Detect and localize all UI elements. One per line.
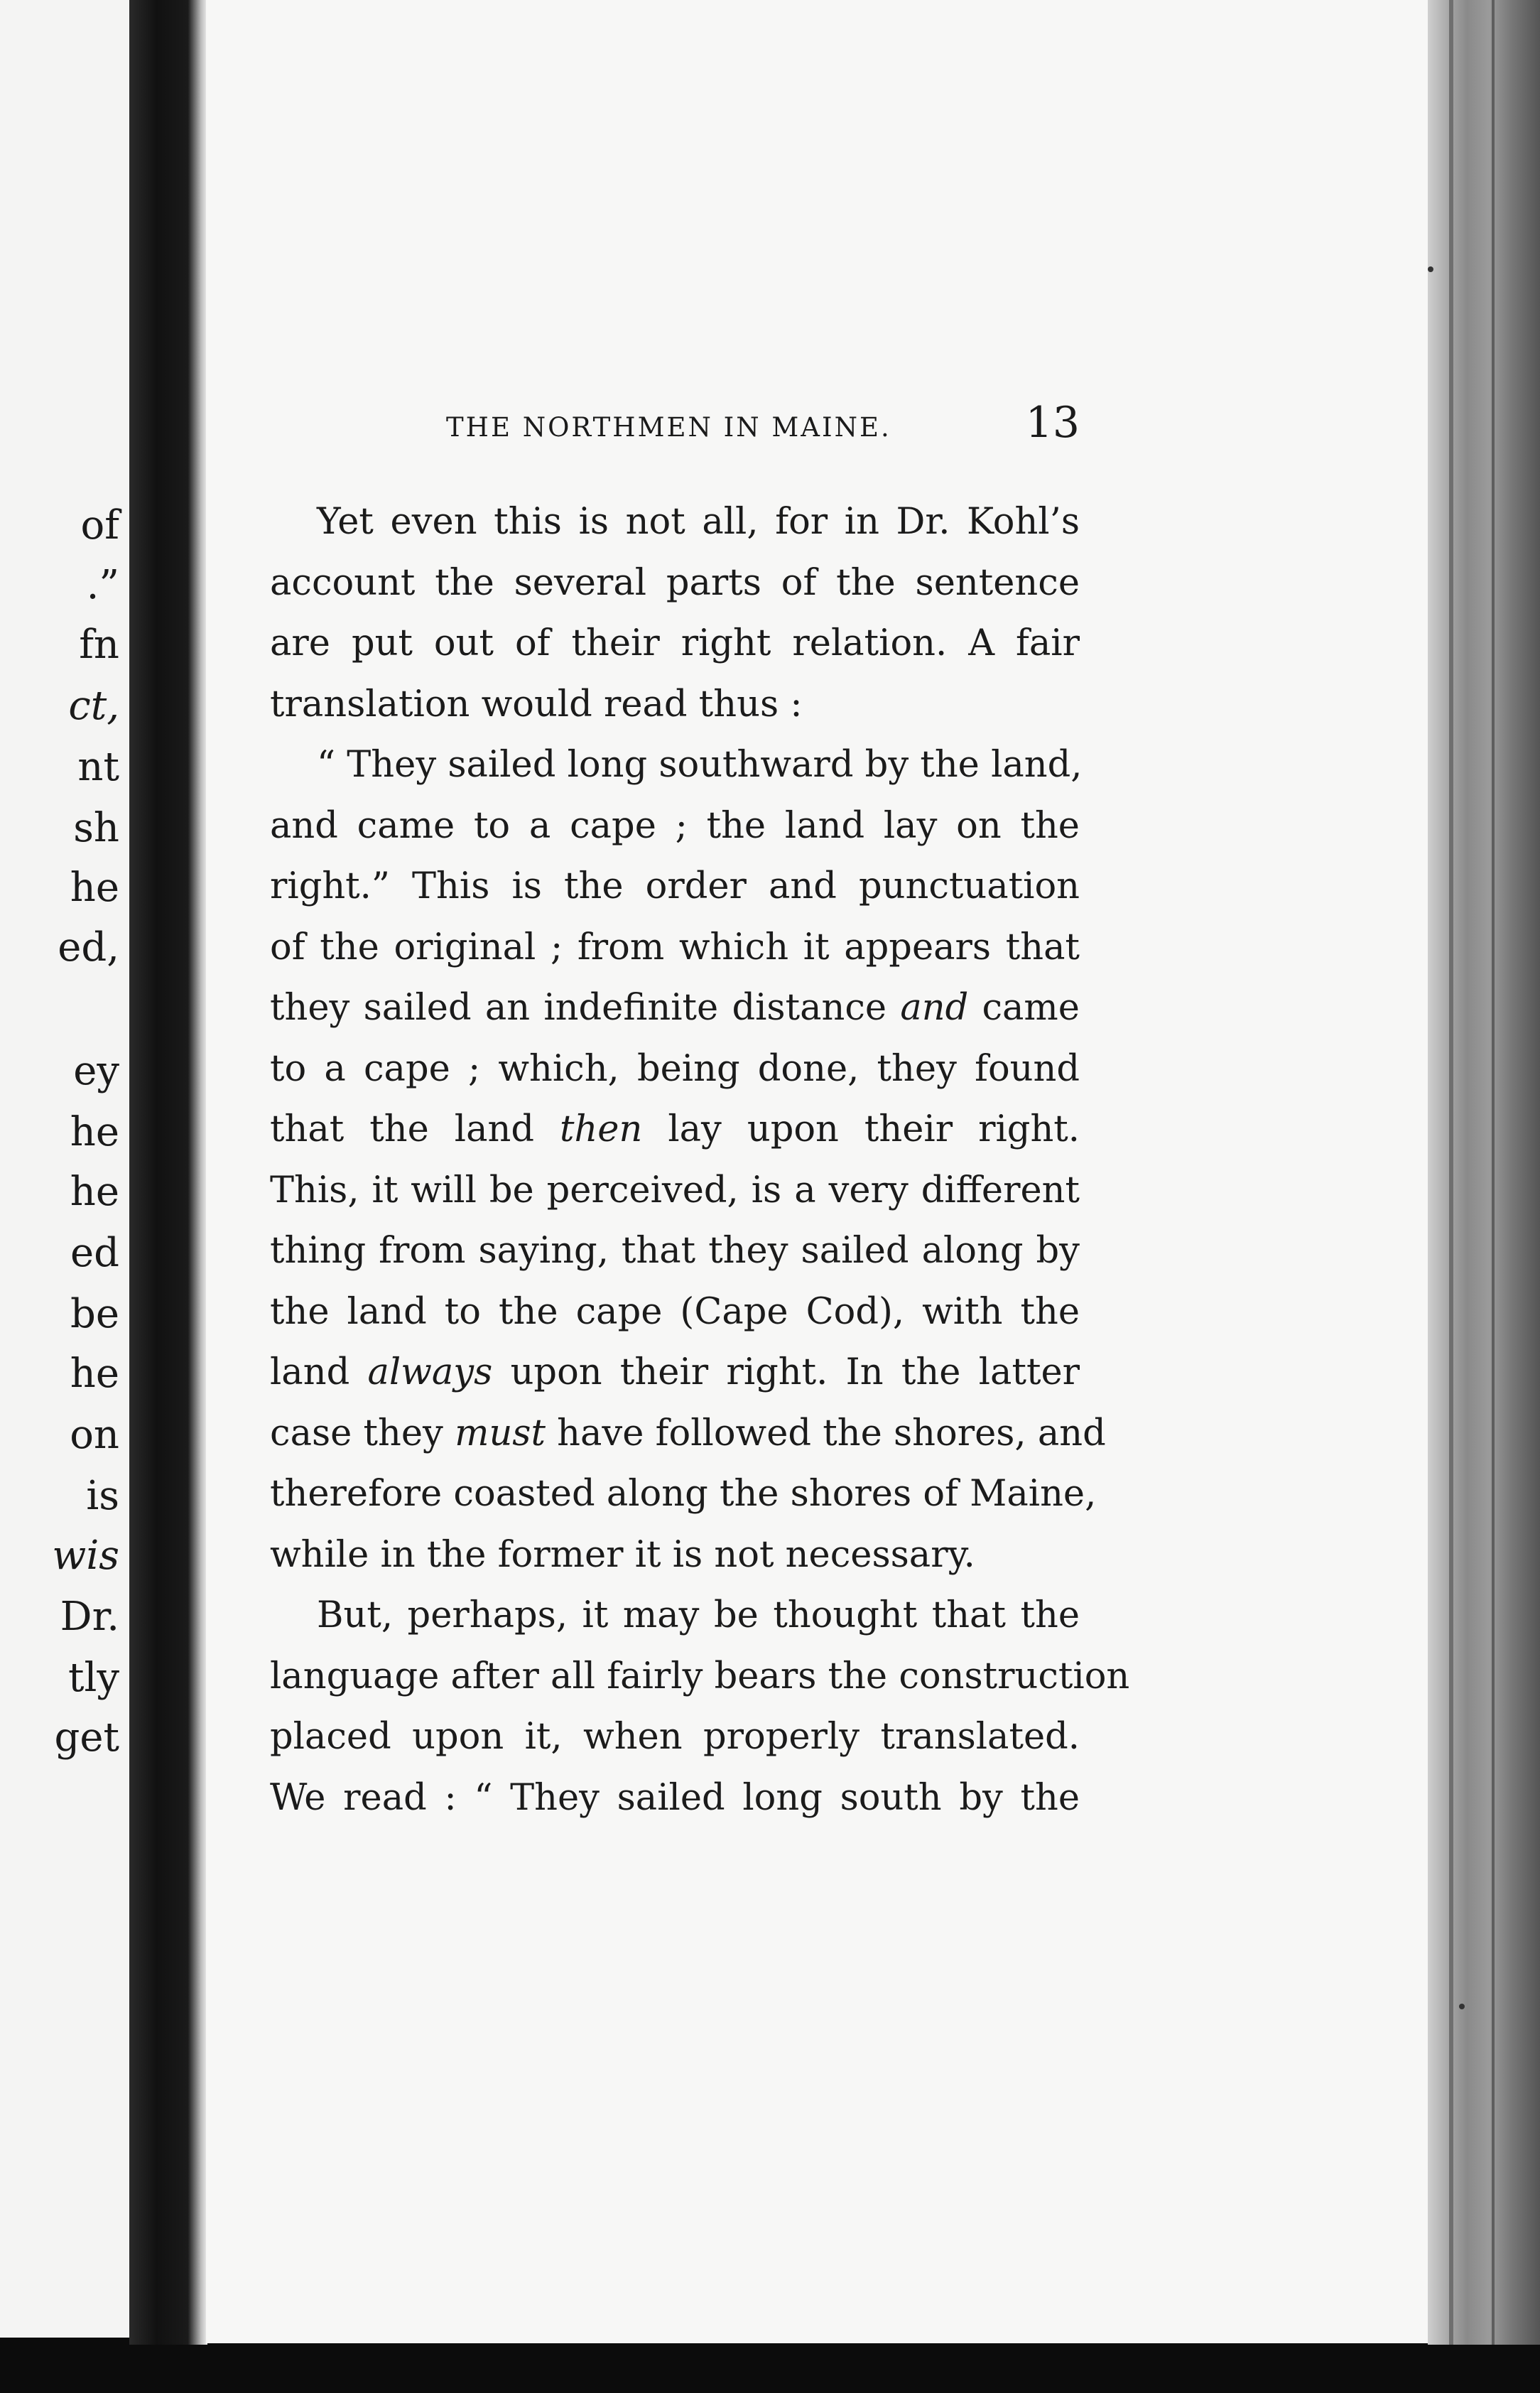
left-fragment: of bbox=[80, 502, 119, 549]
running-head: THE NORTHMEN IN MAINE. bbox=[446, 412, 891, 443]
italic-word: then bbox=[559, 1108, 643, 1150]
text-line: translation would read thus : bbox=[270, 683, 803, 725]
text-line: But, perhaps, it may be thought that the bbox=[317, 1594, 1080, 1636]
left-fragment: be bbox=[70, 1291, 119, 1337]
text-line bbox=[270, 978, 1080, 1039]
text-line: right.” This is the order and punctuation bbox=[270, 865, 1080, 907]
left-fragment: get bbox=[54, 1714, 119, 1761]
text-span: they sailed an indefinite distance bbox=[270, 987, 901, 1029]
left-fragment: he bbox=[70, 1351, 119, 1397]
left-fragment: ed bbox=[70, 1230, 119, 1276]
left-fragment: ey bbox=[73, 1048, 119, 1094]
left-fragment: tly bbox=[67, 1655, 119, 1701]
text-span: that the land bbox=[270, 1108, 560, 1150]
left-fragment: ct, bbox=[68, 683, 119, 729]
page-edge-stack bbox=[1428, 0, 1540, 2345]
text-line: account the several parts of the sentence bbox=[270, 561, 1080, 604]
left-fragment: is bbox=[86, 1473, 119, 1519]
left-fragment: sh bbox=[73, 805, 119, 851]
text-span: came bbox=[968, 987, 1080, 1029]
text-line: This, it will be perceived, is a very different bbox=[270, 1169, 1080, 1211]
text-span: have followed the shores, and bbox=[545, 1412, 1106, 1454]
facing-page-left bbox=[0, 0, 135, 2338]
left-fragment: he bbox=[70, 865, 119, 911]
left-fragment: .” bbox=[86, 562, 119, 608]
left-fragment: wis bbox=[52, 1533, 119, 1579]
text-line: language after all fairly bears the construction bbox=[270, 1655, 1130, 1697]
text-line: of the original ; from which it appears that bbox=[270, 926, 1080, 968]
left-fragment: Dr. bbox=[60, 1594, 119, 1640]
text-line: We read : “ They sailed long south by the bbox=[270, 1776, 1080, 1819]
text-line: to a cape ; which, being done, they found bbox=[270, 1047, 1080, 1090]
body-text bbox=[270, 492, 1130, 1828]
text-line: Yet even this is not all, for in Dr. Kohl’s bbox=[317, 501, 1080, 543]
text-span: case they bbox=[270, 1412, 455, 1454]
text-line bbox=[270, 1099, 1080, 1160]
text-line: thing from saying, that they sailed along by bbox=[270, 1230, 1080, 1272]
text-line: and came to a cape ; the land lay on the bbox=[270, 804, 1080, 847]
left-fragment: ed, bbox=[58, 924, 119, 971]
text-line: are put out of their right relation. A fair bbox=[270, 622, 1080, 664]
text-line: therefore coasted along the shores of Maine, bbox=[270, 1473, 1097, 1515]
text-line: while in the former it is not necessary. bbox=[270, 1533, 975, 1576]
text-line bbox=[270, 1403, 1106, 1464]
italic-word: and bbox=[900, 987, 969, 1029]
page-header bbox=[446, 398, 1080, 455]
italic-word: always bbox=[367, 1351, 493, 1393]
text-span: upon their right. In the latter bbox=[492, 1351, 1080, 1393]
left-fragment: on bbox=[70, 1412, 119, 1458]
left-fragment: he bbox=[70, 1169, 119, 1215]
text-line: placed upon it, when properly translated. bbox=[270, 1716, 1080, 1758]
page-number: 13 bbox=[1025, 398, 1080, 448]
left-fragment: nt bbox=[77, 744, 119, 790]
book-gutter-shadow bbox=[129, 0, 207, 2345]
text-line: the land to the cape (Cape Cod), with the bbox=[270, 1290, 1080, 1333]
italic-word: must bbox=[455, 1412, 546, 1454]
text-span: lay upon their right. bbox=[642, 1108, 1080, 1150]
text-line: “ They sailed long southward by the land, bbox=[317, 744, 1083, 786]
left-fragment: he bbox=[70, 1109, 119, 1155]
scan-speck bbox=[1459, 2004, 1465, 2009]
left-fragment: fn bbox=[79, 622, 119, 668]
text-line bbox=[270, 1342, 1080, 1403]
text-span: land bbox=[270, 1351, 368, 1393]
scan-speck bbox=[1428, 266, 1433, 272]
